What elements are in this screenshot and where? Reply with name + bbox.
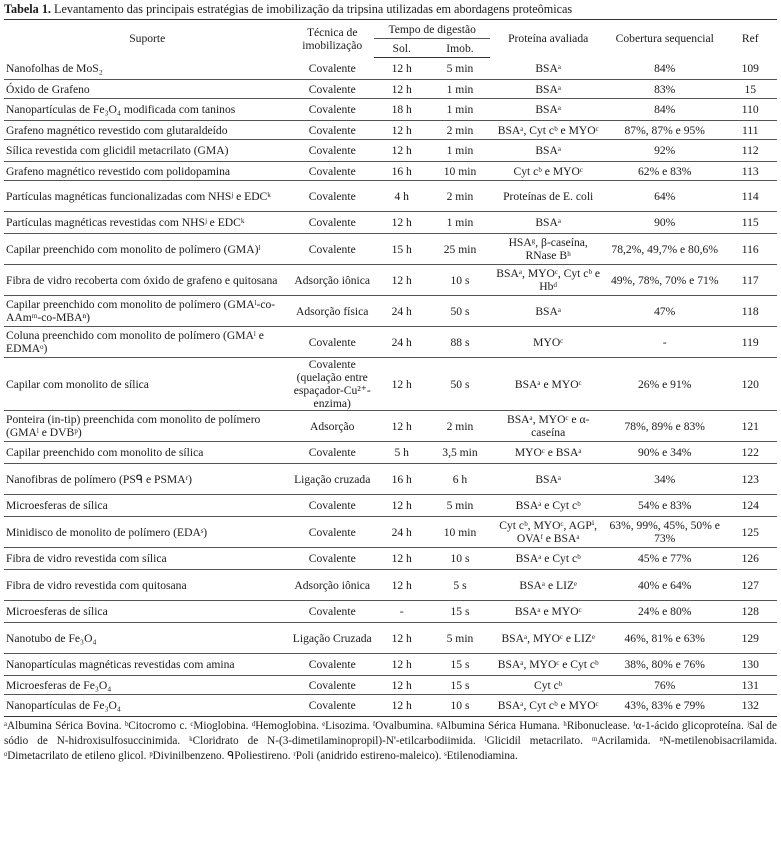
cell-suporte: Nanofolhas de MoS₂ (4, 58, 291, 80)
table-caption (4, 2, 777, 19)
cell-sol: 16 h (374, 162, 430, 181)
cell-sol: 16 h (374, 464, 430, 495)
cell-tecnica: Covalente (291, 99, 374, 121)
cell-ref: 118 (724, 296, 777, 327)
cell-ref: 132 (724, 695, 777, 717)
cell-sol: 15 h (374, 234, 430, 265)
cell-tecnica: Adsorção (291, 411, 374, 442)
cell-tecnica: Covalente (291, 442, 374, 464)
cell-suporte: Fibra de vidro recoberta com óxido de grafeno e quitosana (4, 265, 291, 296)
cell-ref: 115 (724, 212, 777, 234)
table-row (4, 58, 777, 80)
cell-tecnica: Covalente (291, 181, 374, 212)
cell-tecnica: Covalente (291, 327, 374, 358)
cell-tecnica: Covalente (291, 121, 374, 140)
cell-proteina: BSAᵃ e LIZᵉ (490, 570, 605, 601)
cell-suporte: Minidisco de monolito de polímero (EDAˢ) (4, 517, 291, 548)
cell-proteina: BSAᵃ, MYOᶜ e Cyt cᵇ (490, 654, 605, 676)
cell-imob: 2 min (430, 411, 491, 442)
cell-suporte: Partículas magnéticas revestidas com NHSʲ e EDCᵏ (4, 212, 291, 234)
cell-proteina: BSAᵃ (490, 212, 605, 234)
table-row (4, 99, 777, 121)
cell-proteina: HSAᵍ, β-caseína, RNase Bʰ (490, 234, 605, 265)
cell-sol: 12 h (374, 411, 430, 442)
cell-cobertura: 63%, 99%, 45%, 50% e 73% (606, 517, 724, 548)
cell-proteina: BSAᵃ, Cyt cᵇ e MYOᶜ (490, 121, 605, 140)
cell-suporte: Capilar preenchido com monolito de polímero (GMAˡ-co-AAmᵐ-co-MBAⁿ) (4, 296, 291, 327)
cell-suporte: Nanotubo de Fe₃O₄ (4, 623, 291, 654)
cell-tecnica: Covalente (291, 654, 374, 676)
cell-imob: 5 min (430, 623, 491, 654)
cell-ref: 125 (724, 517, 777, 548)
cell-cobertura: 84% (606, 58, 724, 80)
cell-tecnica: Covalente (291, 548, 374, 570)
cell-ref: 131 (724, 676, 777, 695)
cell-tecnica: Covalente (291, 517, 374, 548)
cell-suporte: Fibra de vidro revestida com sílica (4, 548, 291, 570)
table-row (4, 212, 777, 234)
cell-suporte: Microesferas de sílica (4, 601, 291, 623)
cell-imob: 1 min (430, 212, 491, 234)
cell-cobertura: 43%, 83% e 79% (606, 695, 724, 717)
cell-proteina: Proteínas de E. coli (490, 181, 605, 212)
cell-tecnica: Covalente (quelação entre espaçador-Cu²⁺-enzima) (291, 358, 374, 411)
cell-tecnica: Ligação cruzada (291, 464, 374, 495)
cell-cobertura: 47% (606, 296, 724, 327)
cell-ref: 128 (724, 601, 777, 623)
cell-proteina: BSAᵃ e MYOᶜ (490, 358, 605, 411)
cell-imob: 10 min (430, 517, 491, 548)
cell-imob: 15 s (430, 676, 491, 695)
cell-sol: - (374, 601, 430, 623)
table-row (4, 181, 777, 212)
table-row (4, 495, 777, 517)
table-row (4, 162, 777, 181)
cell-ref: 127 (724, 570, 777, 601)
cell-proteina: MYOᶜ (490, 327, 605, 358)
header-suporte: Suporte (4, 20, 291, 58)
cell-ref: 126 (724, 548, 777, 570)
cell-tecnica: Covalente (291, 676, 374, 695)
cell-ref: 130 (724, 654, 777, 676)
table-row (4, 442, 777, 464)
cell-ref: 109 (724, 58, 777, 80)
cell-sol: 24 h (374, 296, 430, 327)
caption-label: Tabela 1. (4, 2, 51, 16)
cell-cobertura: 46%, 81% e 63% (606, 623, 724, 654)
cell-tecnica: Covalente (291, 601, 374, 623)
cell-imob: 15 s (430, 654, 491, 676)
cell-ref: 123 (724, 464, 777, 495)
cell-suporte: Ponteira (in-tip) preenchida com monolito de polímero (GMAˡ e DVBᵖ) (4, 411, 291, 442)
cell-tecnica: Covalente (291, 162, 374, 181)
table-row (4, 327, 777, 358)
cell-proteina: BSAᵃ (490, 140, 605, 162)
cell-proteina: BSAᵃ, MYOᶜ e LIZᵉ (490, 623, 605, 654)
cell-imob: 1 min (430, 99, 491, 121)
cell-imob: 2 min (430, 121, 491, 140)
cell-suporte: Grafeno magnético revestido com polidopamina (4, 162, 291, 181)
cell-suporte: Fibra de vidro revestida com quitosana (4, 570, 291, 601)
cell-sol: 12 h (374, 140, 430, 162)
cell-proteina: Cyt cᵇ (490, 676, 605, 695)
table-row (4, 654, 777, 676)
cell-tecnica: Covalente (291, 58, 374, 80)
cell-cobertura: 40% e 64% (606, 570, 724, 601)
cell-cobertura: 34% (606, 464, 724, 495)
cell-tecnica: Covalente (291, 495, 374, 517)
cell-ref: 121 (724, 411, 777, 442)
cell-proteina: BSAᵃ e MYOᶜ (490, 601, 605, 623)
table-row (4, 570, 777, 601)
cell-imob: 10 min (430, 162, 491, 181)
cell-ref: 110 (724, 99, 777, 121)
cell-suporte: Sílica revestida com glicidil metacrilato (GMA) (4, 140, 291, 162)
cell-imob: 2 min (430, 181, 491, 212)
cell-imob: 5 min (430, 495, 491, 517)
cell-cobertura: 64% (606, 181, 724, 212)
cell-imob: 3,5 min (430, 442, 491, 464)
cell-sol: 12 h (374, 654, 430, 676)
cell-suporte: Nanopartículas de Fe₃O₄ (4, 695, 291, 717)
table-row (4, 80, 777, 99)
cell-cobertura: - (606, 327, 724, 358)
cell-cobertura: 76% (606, 676, 724, 695)
cell-tecnica: Covalente (291, 140, 374, 162)
cell-ref: 122 (724, 442, 777, 464)
cell-imob: 88 s (430, 327, 491, 358)
header-tempo: Tempo de digestão (374, 20, 491, 39)
cell-suporte: Microesferas de sílica (4, 495, 291, 517)
cell-ref: 129 (724, 623, 777, 654)
cell-ref: 113 (724, 162, 777, 181)
cell-ref: 15 (724, 80, 777, 99)
table-row (4, 464, 777, 495)
table-row (4, 265, 777, 296)
table-footnote: ᵃAlbumina Sérica Bovina. ᵇCitocromo c. ᶜMioglobina. ᵈHemoglobina. ᵉLisozima. ᶠOvalbumina. ᵍAlbumina Sérica Humana. ʰRibonuclease. ⁱα-1-ácido glicoproteína. ʲSal de sódio de N-hidroxisulfosuccinimida. ᵏCloridrato de N-(3-dimetilaminopropil)-N'-etilcarbodiimida. ˡGlicidil metacrilato. ᵐAcrilamida. ⁿN-metilenobisacrilamida. ᵒDimetacrilato de etileno glicol. ᵖDivinilbenzeno. ᑫPoliestireno. ʳPoli (anidrido estireno-maleico). ˢEtilenodiamina. (4, 720, 777, 762)
cell-proteina: Cyt cᵇ, MYOᶜ, AGPⁱ, OVAᶠ e BSAᵃ (490, 517, 605, 548)
cell-imob: 1 min (430, 140, 491, 162)
cell-cobertura: 54% e 83% (606, 495, 724, 517)
cell-proteina: BSAᵃ (490, 296, 605, 327)
cell-imob: 5 s (430, 570, 491, 601)
cell-cobertura: 92% (606, 140, 724, 162)
table-row (4, 676, 777, 695)
cell-sol: 24 h (374, 327, 430, 358)
header-cobertura: Cobertura sequencial (606, 20, 724, 58)
table-row (4, 601, 777, 623)
cell-proteina: BSAᵃ (490, 464, 605, 495)
cell-suporte: Coluna preenchido com monolito de polímero (GMAˡ e EDMAᵒ) (4, 327, 291, 358)
cell-cobertura: 38%, 80% e 76% (606, 654, 724, 676)
cell-ref: 112 (724, 140, 777, 162)
cell-proteina: Cyt cᵇ e MYOᶜ (490, 162, 605, 181)
cell-suporte: Grafeno magnético revestido com glutaraldeído (4, 121, 291, 140)
table-row (4, 623, 777, 654)
table-row (4, 548, 777, 570)
cell-proteina: BSAᵃ (490, 99, 605, 121)
cell-sol: 12 h (374, 623, 430, 654)
cell-imob: 25 min (430, 234, 491, 265)
cell-suporte: Capilar preenchido com monolito de polímero (GMA)ˡ (4, 234, 291, 265)
cell-sol: 12 h (374, 80, 430, 99)
caption-text: Levantamento das principais estratégias de imobilização da tripsina utilizadas em abordagens proteômicas (54, 2, 573, 16)
cell-imob: 10 s (430, 265, 491, 296)
cell-sol: 12 h (374, 265, 430, 296)
cell-tecnica: Covalente (291, 212, 374, 234)
header-sol: Sol. (374, 39, 430, 58)
cell-sol: 24 h (374, 517, 430, 548)
cell-cobertura: 45% e 77% (606, 548, 724, 570)
cell-sol: 12 h (374, 58, 430, 80)
cell-suporte: Capilar preenchido com monolito de sílica (4, 442, 291, 464)
table-row (4, 234, 777, 265)
cell-proteina: BSAᵃ (490, 58, 605, 80)
cell-cobertura: 87%, 87% e 95% (606, 121, 724, 140)
cell-sol: 18 h (374, 99, 430, 121)
cell-imob: 15 s (430, 601, 491, 623)
table-row (4, 358, 777, 411)
cell-imob: 10 s (430, 548, 491, 570)
cell-imob: 6 h (430, 464, 491, 495)
cell-cobertura: 26% e 91% (606, 358, 724, 411)
cell-sol: 4 h (374, 181, 430, 212)
cell-sol: 12 h (374, 570, 430, 601)
cell-tecnica: Ligação Cruzada (291, 623, 374, 654)
cell-ref: 111 (724, 121, 777, 140)
cell-proteina: BSAᵃ e Cyt cᵇ (490, 495, 605, 517)
cell-proteina: BSAᵃ (490, 80, 605, 99)
cell-cobertura: 83% (606, 80, 724, 99)
cell-ref: 124 (724, 495, 777, 517)
cell-tecnica: Adsorção física (291, 296, 374, 327)
header-proteina: Proteína avaliada (490, 20, 605, 58)
table-row (4, 140, 777, 162)
cell-cobertura: 49%, 78%, 70% e 71% (606, 265, 724, 296)
cell-imob: 5 min (430, 58, 491, 80)
cell-tecnica: Adsorção iônica (291, 265, 374, 296)
cell-tecnica: Adsorção iônica (291, 570, 374, 601)
cell-ref: 119 (724, 327, 777, 358)
cell-sol: 12 h (374, 495, 430, 517)
table-row (4, 517, 777, 548)
cell-sol: 5 h (374, 442, 430, 464)
cell-cobertura: 90% e 34% (606, 442, 724, 464)
cell-suporte: Óxido de Grafeno (4, 80, 291, 99)
cell-cobertura: 84% (606, 99, 724, 121)
cell-suporte: Nanopartículas de Fe₃O₄ modificada com taninos (4, 99, 291, 121)
cell-proteina: BSAᵃ e Cyt cᵇ (490, 548, 605, 570)
cell-tecnica: Covalente (291, 80, 374, 99)
cell-imob: 10 s (430, 695, 491, 717)
cell-suporte: Nanopartículas magnéticas revestidas com amina (4, 654, 291, 676)
cell-sol: 12 h (374, 695, 430, 717)
cell-ref: 117 (724, 265, 777, 296)
cell-cobertura: 62% e 83% (606, 162, 724, 181)
cell-sol: 12 h (374, 676, 430, 695)
immobilization-table (4, 19, 777, 717)
cell-proteina: BSAᵃ, Cyt cᵇ e MYOᶜ (490, 695, 605, 717)
cell-cobertura: 90% (606, 212, 724, 234)
cell-suporte: Microesferas de Fe₃O₄ (4, 676, 291, 695)
table-row (4, 296, 777, 327)
header-ref: Ref (724, 20, 777, 58)
cell-suporte: Capilar com monolito de sílica (4, 358, 291, 411)
cell-suporte: Partículas magnéticas funcionalizadas com NHSʲ e EDCᵏ (4, 181, 291, 212)
cell-ref: 114 (724, 181, 777, 212)
cell-ref: 120 (724, 358, 777, 411)
cell-tecnica: Covalente (291, 234, 374, 265)
cell-cobertura: 78%, 89% e 83% (606, 411, 724, 442)
table-row (4, 695, 777, 717)
header-imob: Imob. (430, 39, 491, 58)
table-row (4, 121, 777, 140)
cell-cobertura: 24% e 80% (606, 601, 724, 623)
cell-suporte: Nanofibras de polímero (PSᑫ e PSMAʳ) (4, 464, 291, 495)
cell-proteina: MYOᶜ e BSAᵃ (490, 442, 605, 464)
cell-proteina: BSAᵃ, MYOᶜ, Cyt cᵇ e Hbᵈ (490, 265, 605, 296)
cell-sol: 12 h (374, 121, 430, 140)
cell-ref: 116 (724, 234, 777, 265)
cell-sol: 12 h (374, 548, 430, 570)
cell-cobertura: 78,2%, 49,7% e 80,6% (606, 234, 724, 265)
header-tecnica: Técnica de imobilização (291, 20, 374, 58)
cell-imob: 50 s (430, 296, 491, 327)
cell-proteina: BSAᵃ, MYOᶜ e α-caseína (490, 411, 605, 442)
table-row (4, 411, 777, 442)
cell-tecnica: Covalente (291, 695, 374, 717)
cell-imob: 1 min (430, 80, 491, 99)
cell-imob: 50 s (430, 358, 491, 411)
cell-sol: 12 h (374, 358, 430, 411)
cell-sol: 12 h (374, 212, 430, 234)
